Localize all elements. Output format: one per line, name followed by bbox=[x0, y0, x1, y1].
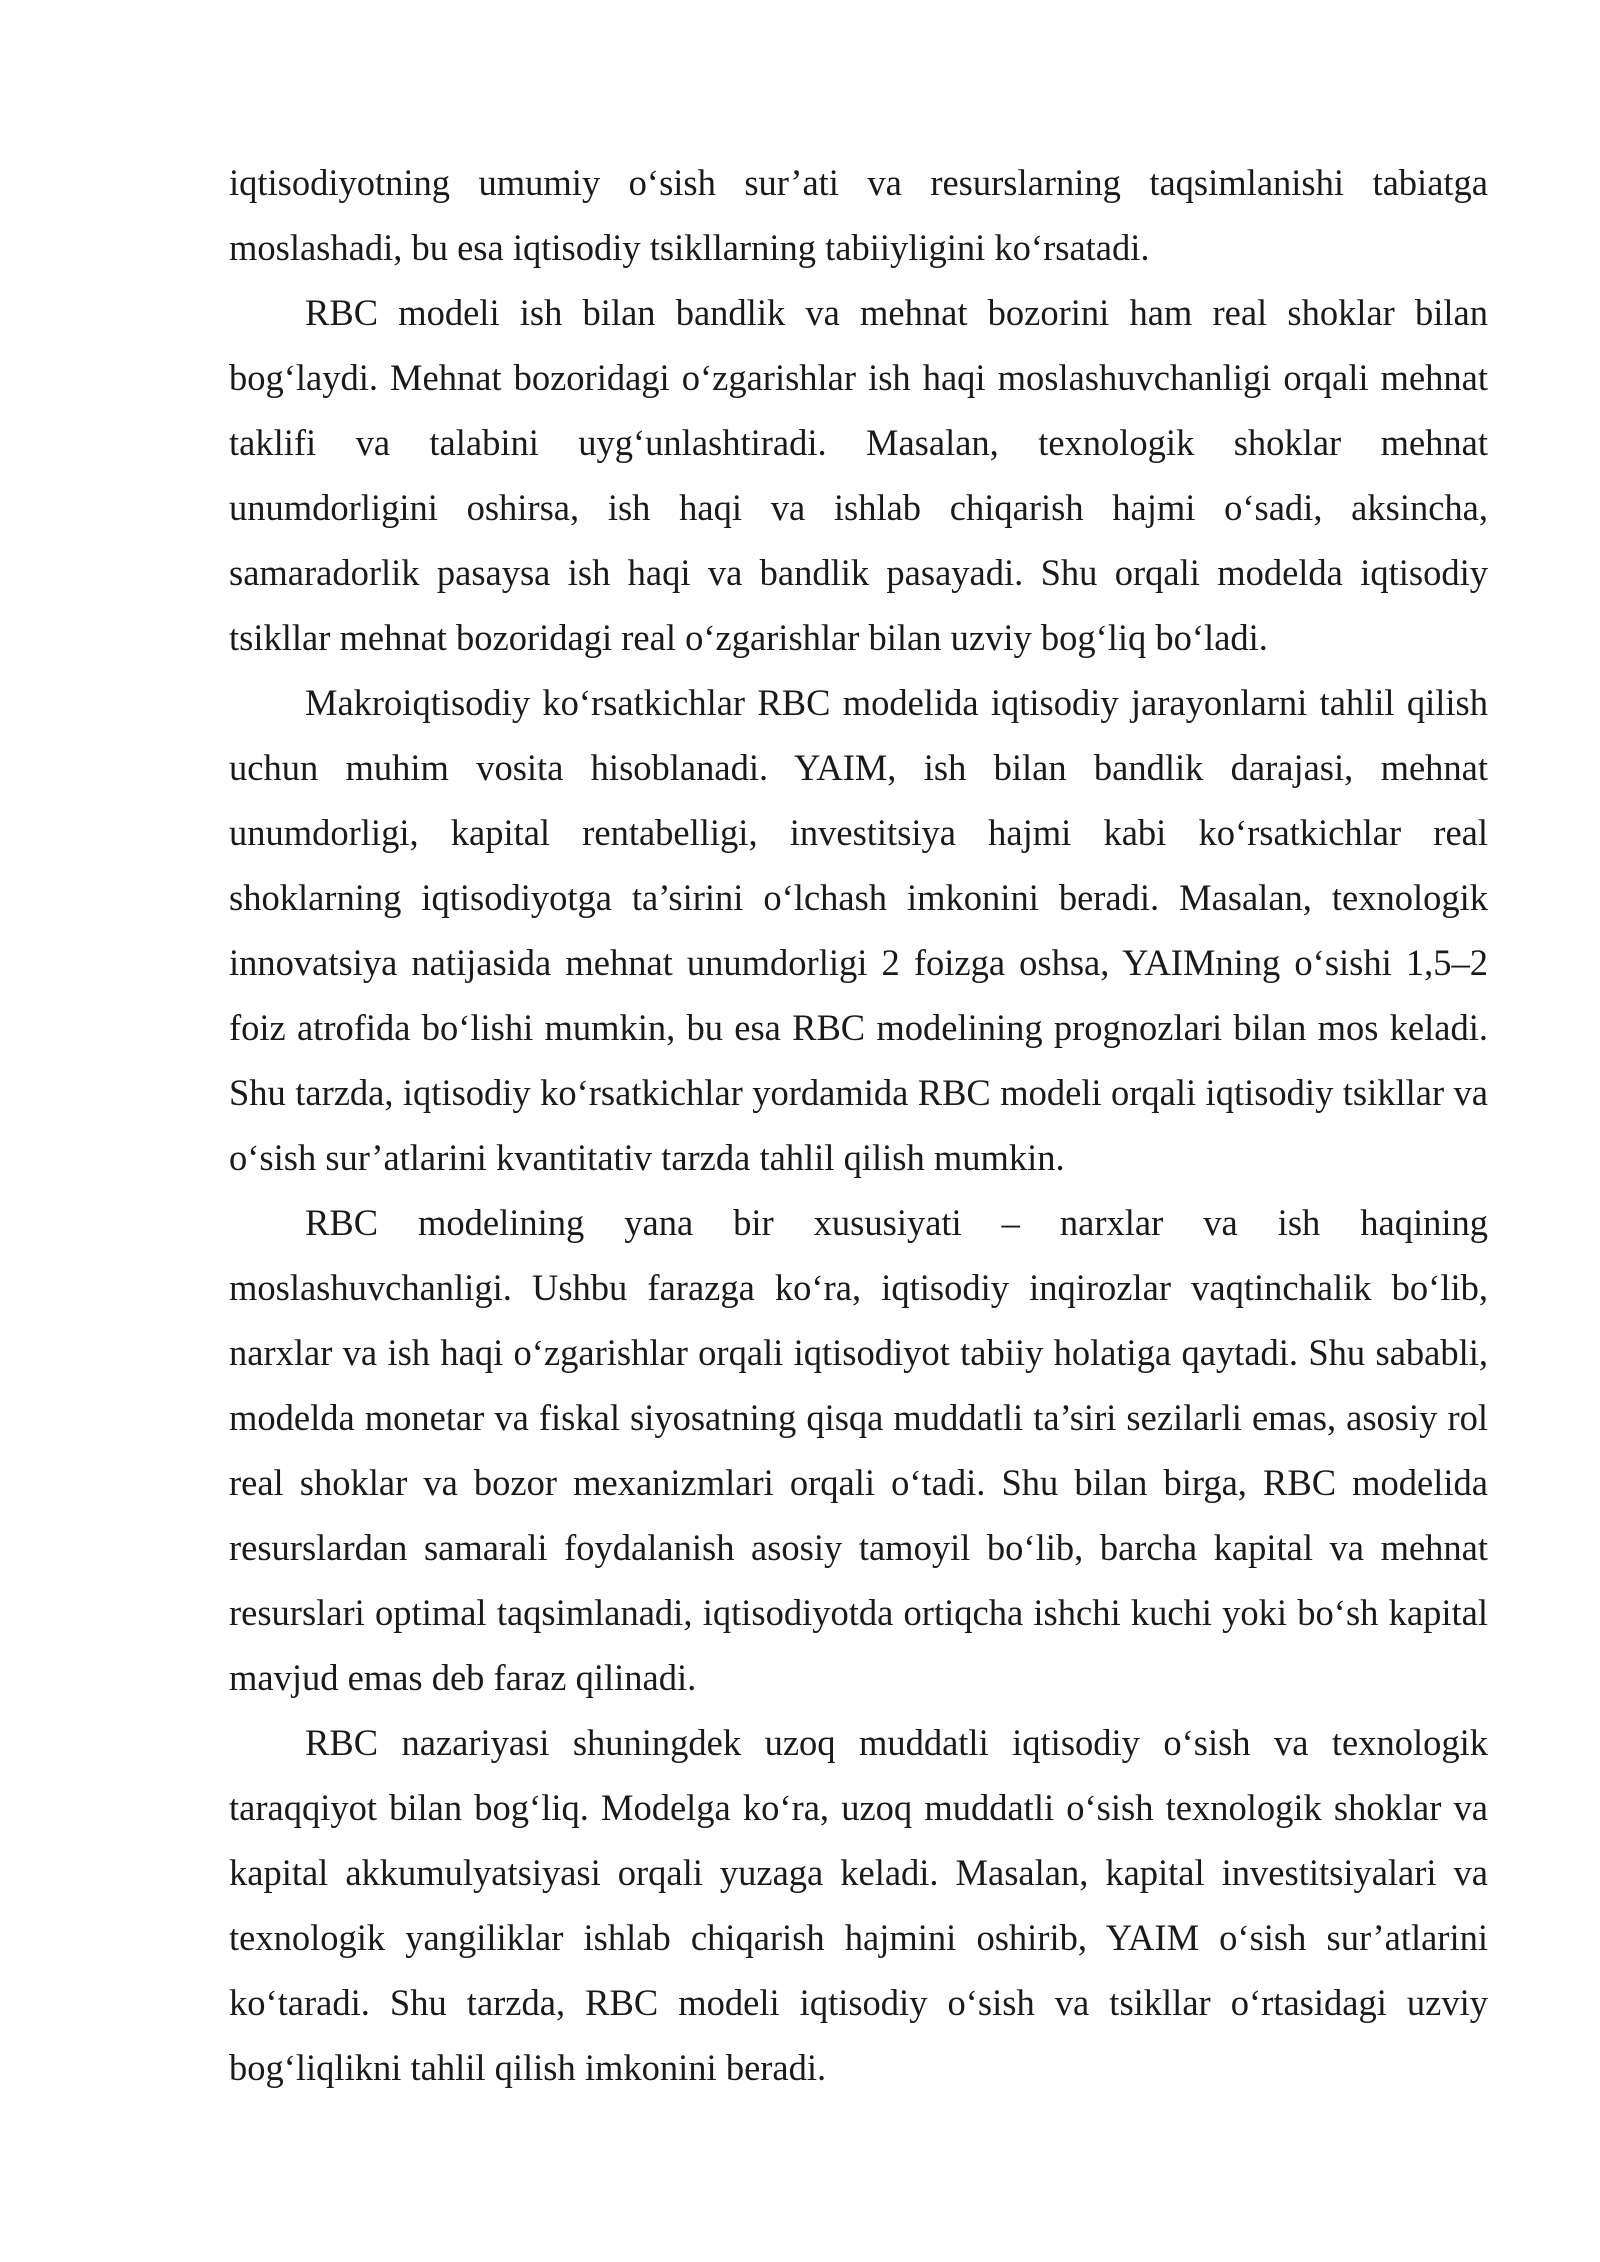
document-body bbox=[229, 150, 1488, 2100]
paragraph-price-flexibility: RBC modelining yana bir xususiyati – narxlar va ish haqining moslashuvchanligi. Ushbu farazga ko‘ra, iqtisodiy inqirozlar vaqtinchalik bo‘lib, narxlar va ish haqi o‘zgarishlar orqali iqtisodiyot tabiiy holatiga qaytadi. Shu sababli, modelda monetar va fiskal siyosatning qisqa muddatli ta’siri sezilarli emas, asosiy rol real shoklar va bozor mexanizmlari orqali o‘tadi. Shu bilan birga, RBC modelida resurslardan samarali foydalanish asosiy tamoyil bo‘lib, barcha kapital va mehnat resurslari optimal taqsimlanadi, iqtisodiyotda ortiqcha ishchi kuchi yoki bo‘sh kapital mavjud emas deb faraz qilinadi. bbox=[229, 1202, 1488, 1698]
paragraph-macro-indicators: Makroiqtisodiy ko‘rsatkichlar RBC modelida iqtisodiy jarayonlarni tahlil qilish uchun muhim vosita hisoblanadi. YAIM, ish bilan bandlik darajasi, mehnat unumdorligi, kapital rentabelligi, investitsiya hajmi kabi ko‘rsatkichlar real shoklarning iqtisodiyotga ta’sirini o‘lchash imkonini beradi. Masalan, texnologik innovatsiya natijasida mehnat unumdorligi 2 foizga oshsa, YAIMning o‘sishi 1,5–2 foiz atrofida bo‘lishi mumkin, bu esa RBC modelining prognozlari bilan mos keladi. Shu tarzda, iqtisodiy ko‘rsatkichlar yordamida RBC modeli orqali iqtisodiy tsikllar va o‘sish sur’atlarini kvantitativ tarzda tahlil qilish mumkin. bbox=[229, 682, 1488, 1178]
paragraph-labor-market: RBC modeli ish bilan bandlik va mehnat bozorini ham real shoklar bilan bog‘laydi. Mehnat bozoridagi o‘zgarishlar ish haqi moslashuvchanligi orqali mehnat taklifi va talabini uyg‘unlashtiradi. Masalan, texnologik shoklar mehnat unumdorligini oshirsa, ish haqi va ishlab chiqarish hajmi o‘sadi, aksincha, samaradorlik pasaysa ish haqi va bandlik pasayadi. Shu orqali modelda iqtisodiy tsikllar mehnat bozoridagi real o‘zgarishlar bilan uzviy bog‘liq bo‘ladi. bbox=[229, 292, 1488, 658]
paragraph-continuation: iqtisodiyotning umumiy o‘sish sur’ati va resurslarning taqsimlanishi tabiatga moslashadi, bu esa iqtisodiy tsikllarning tabiiyligini ko‘rsatadi. bbox=[229, 162, 1488, 268]
paragraph-long-term-growth: RBC nazariyasi shuningdek uzoq muddatli iqtisodiy o‘sish va texnologik taraqqiyot bilan bog‘liq. Modelga ko‘ra, uzoq muddatli o‘sish texnologik shoklar va kapital akkumulyatsiyasi orqali yuzaga keladi. Masalan, kapital investitsiyalari va texnologik yangiliklar ishlab chiqarish hajmini oshirib, YAIM o‘sish sur’atlarini ko‘taradi. Shu tarzda, RBC modeli iqtisodiy o‘sish va tsikllar o‘rtasidagi uzviy bog‘liqlikni tahlil qilish imkonini beradi. bbox=[229, 1722, 1488, 2088]
